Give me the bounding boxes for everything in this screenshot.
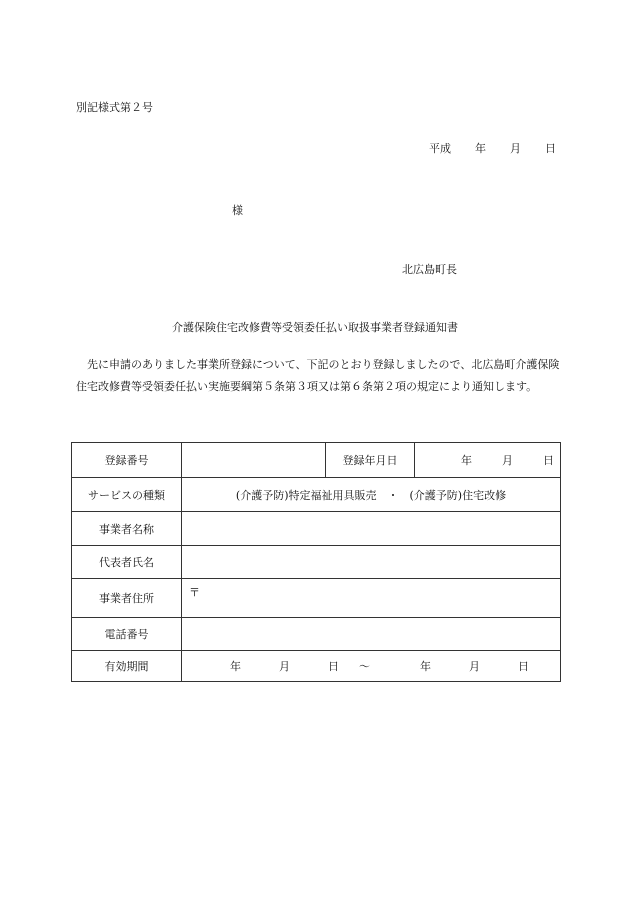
table-row (72, 443, 561, 478)
table-row (72, 579, 561, 618)
date-year-unit: 年 (475, 142, 486, 155)
date-day-unit: 日 (545, 142, 556, 155)
table-row (72, 546, 561, 579)
reg-date-label: 登録年月日 (326, 443, 415, 478)
registration-table (71, 442, 561, 682)
body-paragraph (76, 354, 566, 398)
table-row (72, 478, 561, 512)
reg-number-label: 登録番号 (72, 443, 182, 478)
issuer-name: 北広島町長 (402, 263, 457, 276)
reg-date-value (415, 443, 561, 478)
reg-date-month: 月 (502, 454, 513, 467)
issue-date (429, 143, 556, 154)
validity-start-day: 日 (328, 660, 339, 673)
address-label: 事業者住所 (72, 579, 182, 618)
address-value (182, 579, 561, 618)
validity-end-year: 年 (420, 660, 431, 673)
table-row (72, 618, 561, 651)
business-name-label: 事業者名称 (72, 512, 182, 546)
validity-end-month: 月 (469, 660, 480, 673)
validity-label: 有効期間 (72, 651, 182, 682)
postal-mark: 〒 (189, 586, 200, 599)
representative-value (182, 546, 561, 579)
date-month-unit: 月 (510, 142, 521, 155)
representative-label: 代表者氏名 (72, 546, 182, 579)
date-era: 平成 (429, 142, 451, 155)
service-value: (介護予防)特定福祉用具販売 ・ (介護予防)住宅改修 (182, 478, 561, 512)
validity-end-day: 日 (518, 660, 529, 673)
reg-date-day: 日 (543, 454, 554, 467)
table-row (72, 512, 561, 546)
table-row (72, 651, 561, 682)
service-label: サービスの種類 (72, 478, 182, 512)
recipient-suffix: 様 (232, 204, 243, 217)
validity-separator: 〜 (359, 660, 370, 673)
body-text: 先に申請のありました事業所登録について、下記のとおり登録しましたので、北広島町介護保険住宅改修費等受領委任払い実施要綱第５条第３項又は第６条第２項の規定により通知します。 (76, 358, 560, 393)
validity-start-year: 年 (230, 660, 241, 673)
validity-start-month: 月 (279, 660, 290, 673)
document-title: 介護保険住宅改修費等受領委任払い取扱事業者登録通知書 (172, 321, 458, 334)
phone-value (182, 618, 561, 651)
reg-number-value (182, 443, 326, 478)
business-name-value (182, 512, 561, 546)
validity-value (182, 651, 561, 682)
form-number: 別記様式第２号 (76, 101, 153, 114)
reg-date-year: 年 (461, 454, 472, 467)
phone-label: 電話番号 (72, 618, 182, 651)
